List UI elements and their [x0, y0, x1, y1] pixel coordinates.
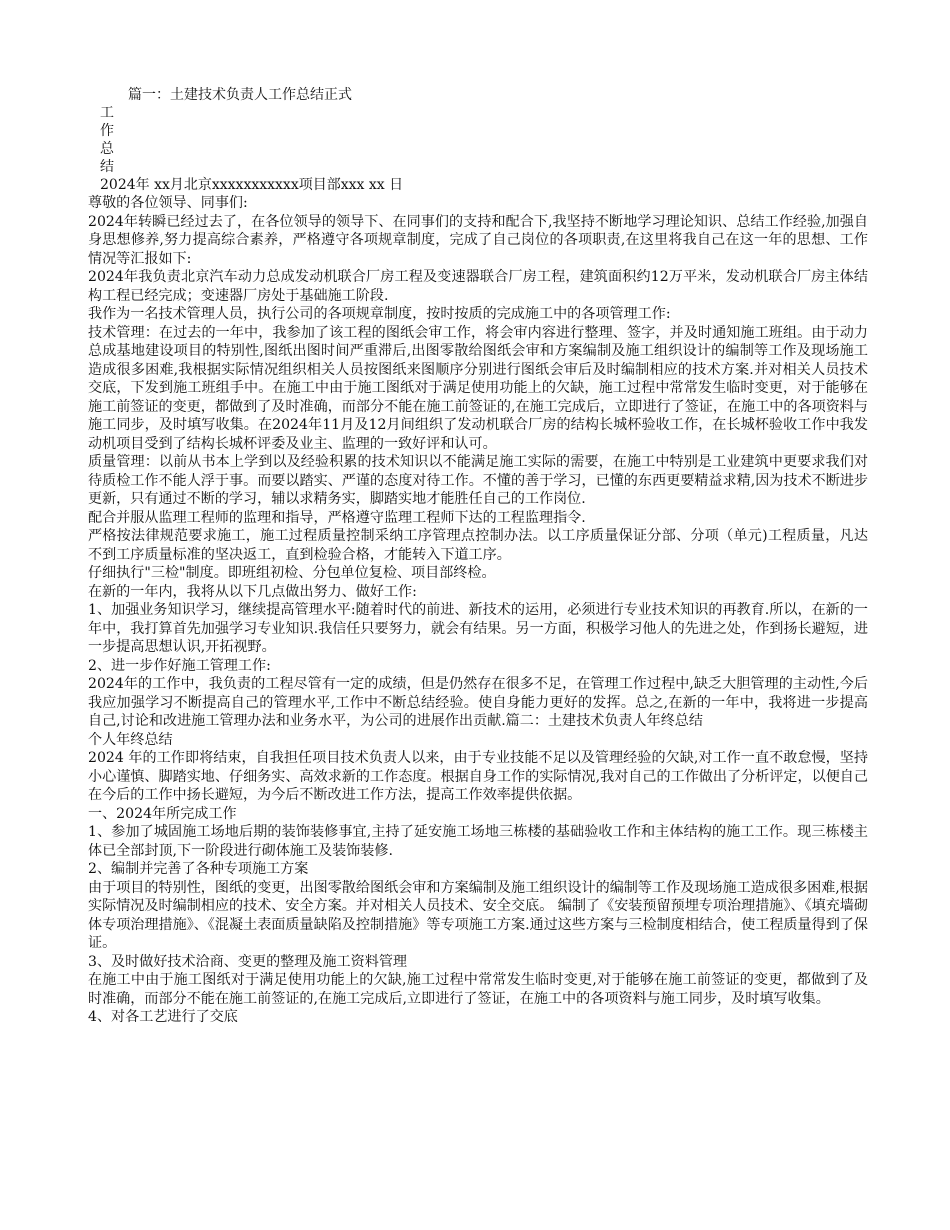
vertical-char: 作	[100, 123, 114, 139]
section-heading: 3、及时做好技术洽商、变更的整理及施工资料管理	[88, 953, 408, 970]
paragraph: 1、加强业务知识学习，继续提高管理水平:随着时代的前进、新技术的运用，必须进行专业技术知识的再教育.所以，在新的一年中，我打算首先加强学习专业知识.我信任只要努力，就会有结果。另一方面，积极学习他人的先进之处，作到扬长避短，进一步提高思想认识,开拓视野。	[88, 602, 868, 655]
paragraph: 2024年的工作中，我负责的工程尽管有一定的成绩，但是仍然存在很多不足，在管理工作过程中,缺乏大胆管理的主动性,今后我应加强学习不断提高自己的管理水平,工作中不断总结经验。使自身能力更好的发挥。总之,在新的一年中，我将进一步提高自己,讨论和改进施工管理办法和业务水平，为公司的进展作出贡献.篇二：土建技术负责人年终总结	[88, 676, 868, 729]
date-line: 2024年 xx月北京xxxxxxxxxxx项目部xxx xx 日	[100, 177, 404, 193]
section-heading: 一、2024年所完成工作	[88, 805, 237, 822]
paragraph-technical-management: 技术管理：在过去的一年中，我参加了该工程的图纸会审工作，将会审内容进行整理、签字，并及时通知施工班组。由于动力总成基地建设项目的特别性,图纸出图时间严重滞后,出图零散给图纸会审和方案编制及施工组织设计的编制等工作及现场施工造成很多困难,我根据实际情况组织相关人员按图纸来图顺序分别进行图纸会审后及时编制相应的技术方案.并对相关人员技术交底，下发到施工班组手中。在施工中由于施工图纸对于满足使用功能上的欠缺，施工过程中常常发生临时变更，对于能够在施工前签证的变更，都做到了及时准确，而部分不能在施工前签证的,在施工完成后，立即进行了签证，在施工中的各项资料与施工同步，及时填写收集。在2024年11月及12月间组织了发动机联合厂房的结构长城杯验收工作，在长城杯验收工作中我发动机项目受到了结构长城杯评委及业主、监理的一致好评和认可。	[88, 324, 868, 452]
paragraph: 仔细执行"三检"制度。即班组初检、分包单位复检、项目部终检。	[88, 565, 496, 581]
paragraph: 在新的一年内，我将从以下几点做出努力、做好工作:	[88, 583, 417, 600]
section-heading: 2、编制并完善了各种专项施工方案	[88, 861, 309, 877]
paragraph: 在施工中由于施工图纸对于满足使用功能上的欠缺,施工过程中常常发生临时变更,对于能够在施工前签证的变更，都做到了及时准确，而部分不能在施工前签证的,在施工完成后,立即进行了签证，在施工中的各项资料与施工同步，及时填写收集。	[88, 972, 868, 1007]
paragraph: 我作为一名技术管理人员，执行公司的各项规章制度，按时按质的完成施工中的各项管理工作:	[88, 306, 671, 322]
paragraph: 严格按法律规范要求施工，施工过程质量控制采纳工序管理点控制办法。以工序质量保证分部、分项（单元)工程质量，凡达不到工序质量标准的坚决返工，直到检验合格，才能转入下道工序。	[88, 528, 868, 563]
vertical-char: 结	[100, 159, 114, 175]
vertical-char: 工	[100, 105, 114, 121]
paragraph-greeting: 尊敬的各位领导、同事们:	[88, 195, 248, 211]
document-body	[88, 194, 868, 1027]
paragraph: 1、参加了城固施工场地后期的装饰装修事宜,主持了延安施工场地三栋楼的基础验收工作和主体结构的施工工作。现三栋楼主体已全部封顶,下一阶段进行砌体施工及装饰装修.	[88, 824, 868, 859]
paragraph: 配合并服从监理工程师的监理和指导，严格遵守监理工程师下达的工程监理指令.	[88, 509, 586, 526]
vertical-char: 总	[100, 141, 114, 157]
paragraph: 2024年我负责北京汽车动力总成发动机联合厂房工程及变速器联合厂房工程，建筑面积约12万平米，发动机联合厂房主体结构工程已经完成；变速器厂房处于基础施工阶段.	[88, 269, 868, 304]
paragraph: 由于项目的特别性，图纸的变更，出图零散给图纸会审和方案编制及施工组织设计的编制等工作及现场施工造成很多困难,根据实际情况及时编制相应的技术、安全方案。并对相关人员技术、安全交底。 编制了《安装预留预埋专项治理措施》、《填充墙砌体专项治理措施》、《混凝土表面质量缺陷及控制措施》等专项施工方案.通过这些方案与三检制度相结合，使工程质量得到了保证。	[88, 879, 868, 951]
section-heading: 个人年终总结	[88, 731, 173, 748]
vertical-word-work-summary	[100, 104, 116, 176]
document-page	[88, 86, 868, 1027]
section-heading: 4、对各工艺进行了交底	[88, 1009, 238, 1025]
paragraph: 2024年转瞬已经过去了，在各位领导的领导下、在同事们的支持和配合下,我坚持不断地学习理论知识、总结工作经验,加强自身思想修养,努力提高综合素养，严格遵守各项规章制度，完成了自己岗位的各项职责,在这里将我自己在这一年的思想、工作情况等汇报如下:	[88, 213, 868, 267]
paragraph: 2024 年的工作即将结束，自我担任项目技术负责人以来，由于专业技能不足以及管理经验的欠缺,对工作一直不敢怠慢，坚持小心谨慎、脚踏实地、仔细务实、高效求新的工作态度。根据自身工作的实际情况,我对自己的工作做出了分析评定，以便自己在今后的工作中扬长避短，为今后不断改进工作方法，提高工作效率提供依据。	[88, 750, 868, 803]
paragraph: 2、进一步作好施工管理工作:	[88, 657, 271, 674]
paragraph-quality-management: 质量管理：以前从书本上学到以及经验积累的技术知识以不能满足施工实际的需要，在施工中特别是工业建筑中更要求我们对待质检工作不能人浮于事。而要以踏实、严谨的态度对待工作。不懂的善于学习，已懂的东西更要精益求精,因为技术不断进步更新，只有通过不断的学习，辅以求精务实，脚踏实地才能胜任自己的工作岗位.	[88, 454, 868, 507]
document-title: 篇一：土建技术负责人工作总结正式	[128, 87, 352, 103]
